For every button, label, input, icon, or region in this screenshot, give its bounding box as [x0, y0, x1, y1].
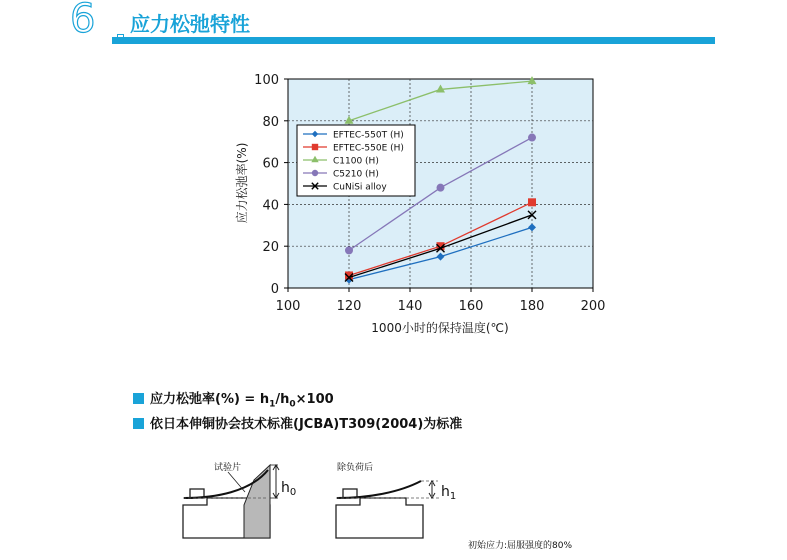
- y-tick-label: 0: [270, 282, 279, 297]
- legend-label: C5210 (H): [333, 169, 379, 180]
- legend-label: C1100 (H): [333, 156, 379, 167]
- y-tick-label: 80: [262, 114, 279, 130]
- y-tick-label: 40: [262, 198, 279, 214]
- x-tick-label: 160: [458, 299, 484, 314]
- fixture-loaded: [183, 465, 279, 538]
- initial-stress-caption: 初始应力:屈服强度的80%: [468, 541, 573, 551]
- x-tick-label: 120: [336, 299, 362, 314]
- legend-label: EFTEC-550T (H): [333, 130, 404, 141]
- formula-prefix: 应力松弛率(%) = h: [150, 392, 270, 407]
- legend-label: EFTEC-550E (H): [333, 143, 404, 154]
- label-h1: $h_1$: [441, 484, 457, 502]
- standard-text: 依日本伸铜协会技术标准(JCBA)T309(2004)为标准: [150, 417, 463, 432]
- legend-label: CuNiSi alloy: [333, 182, 387, 193]
- label-after-unload: 除负荷后: [337, 463, 374, 473]
- formula-sub0: 0: [289, 399, 296, 410]
- label-specimen: 试验片: [214, 463, 242, 473]
- x-tick-label: 180: [519, 299, 545, 314]
- y-tick-label: 100: [254, 73, 279, 88]
- y-tick-label: 60: [262, 156, 279, 172]
- y-tick-label: 20: [262, 240, 279, 256]
- x-tick-label: 140: [397, 299, 423, 314]
- formula-mid: /h: [275, 392, 290, 407]
- label-h0: $h_0$: [281, 480, 297, 498]
- section-title: 应力松弛特性: [130, 12, 250, 36]
- section-number: 6: [70, 0, 96, 42]
- fixture-unloaded: [336, 481, 440, 538]
- x-tick-label: 100: [275, 299, 301, 314]
- x-tick-label: 200: [580, 299, 606, 314]
- x-axis-label: 1000小时的保持温度(℃): [371, 321, 509, 335]
- formula-sub1: 1: [269, 399, 276, 410]
- formula-suffix: ×100: [295, 392, 334, 407]
- y-axis-label: 应力松弛率(%): [235, 142, 249, 224]
